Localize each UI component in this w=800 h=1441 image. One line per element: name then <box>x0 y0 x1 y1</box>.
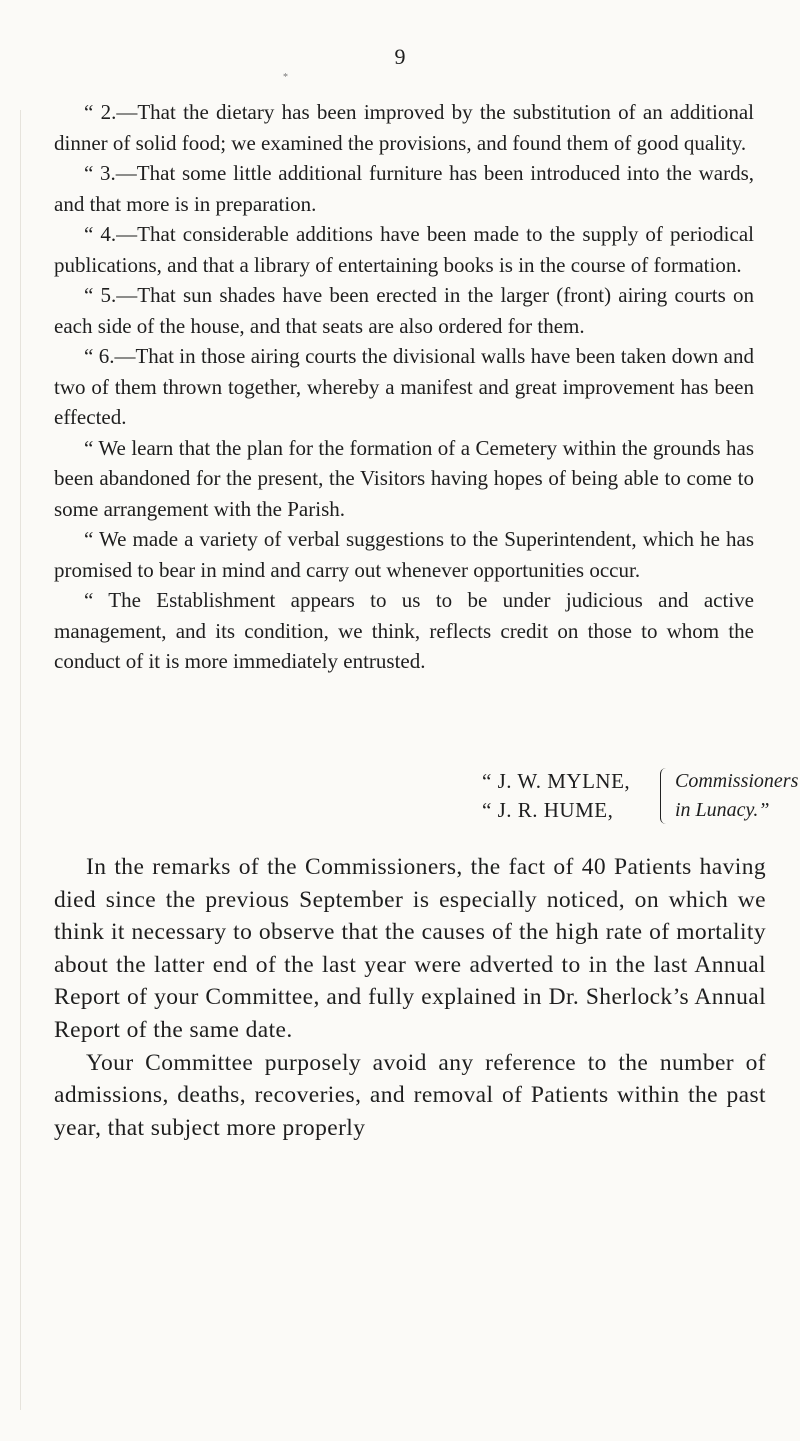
page-number: 9 <box>394 44 406 69</box>
report-paragraph: “ 6.—That in those airing courts the divisional walls have been taken down and two of them thrown together, whereby a manifest and great improvement has been effected. <box>54 344 754 429</box>
signatory-name: “ J. W. MYLNE, <box>482 769 631 793</box>
commissioners-report-quote <box>54 97 754 677</box>
committee-paragraph: In the remarks of the Commissioners, the fact of 40 Patients having died since the previous September is especially noticed, on which we think it necessary to observe that the causes of the high rate of mortality about the latter end of the last year were adverted to in the last Annual Report of your Committee, and fully explained in Dr. Sherlock’s Annual Report of the same date. <box>54 854 766 1043</box>
signatory-title <box>675 767 798 825</box>
report-paragraph: “ We learn that the plan for the formation of a Cemetery within the grounds has been abandoned for the present, the Visitors having hopes of being able to come to some arrangement with the Parish. <box>54 435 754 521</box>
committee-remarks <box>54 851 766 1144</box>
report-paragraph: “ 2.—That the dietary has been improved by the substitution of an additional dinner of solid food; we examined the provisions, and found them of good quality. <box>54 100 754 155</box>
stray-print-mark: * <box>283 72 288 83</box>
report-paragraph: “ 4.—That considerable additions have been made to the supply of periodical publications, and that a library of entertaining books is in the course of formation. <box>54 222 754 277</box>
report-paragraph: “ The Establishment appears to us to be under judicious and active management, and its condition, we think, reflects credit on those to whom the conduct of it is more immediately entrusted. <box>54 588 754 673</box>
report-paragraph: “ We made a variety of verbal suggestions to the Superintendent, which he has promised to bear in mind and carry out whenever opportunities occur. <box>54 527 754 582</box>
report-paragraph: “ 3.—That some little additional furniture has been introduced into the wards, and that more is in preparation. <box>54 161 754 216</box>
page-edge-shadow <box>20 110 21 1410</box>
signature-block <box>482 767 630 825</box>
signatory-title-line: Commissioners <box>675 770 799 792</box>
signature-brace <box>660 768 671 824</box>
committee-paragraph: Your Committee purposely avoid any reference to the number of admissions, deaths, recoveries, and removal of Patients within the past year, that subject more properly <box>54 1049 766 1141</box>
report-paragraph: “ 5.—That sun shades have been erected in the larger (front) airing courts on each side of the house, and that seats are also ordered for them. <box>54 283 754 338</box>
signatory-title-line: in Lunacy.” <box>675 799 770 821</box>
signatory-name: “ J. R. HUME, <box>482 798 614 822</box>
